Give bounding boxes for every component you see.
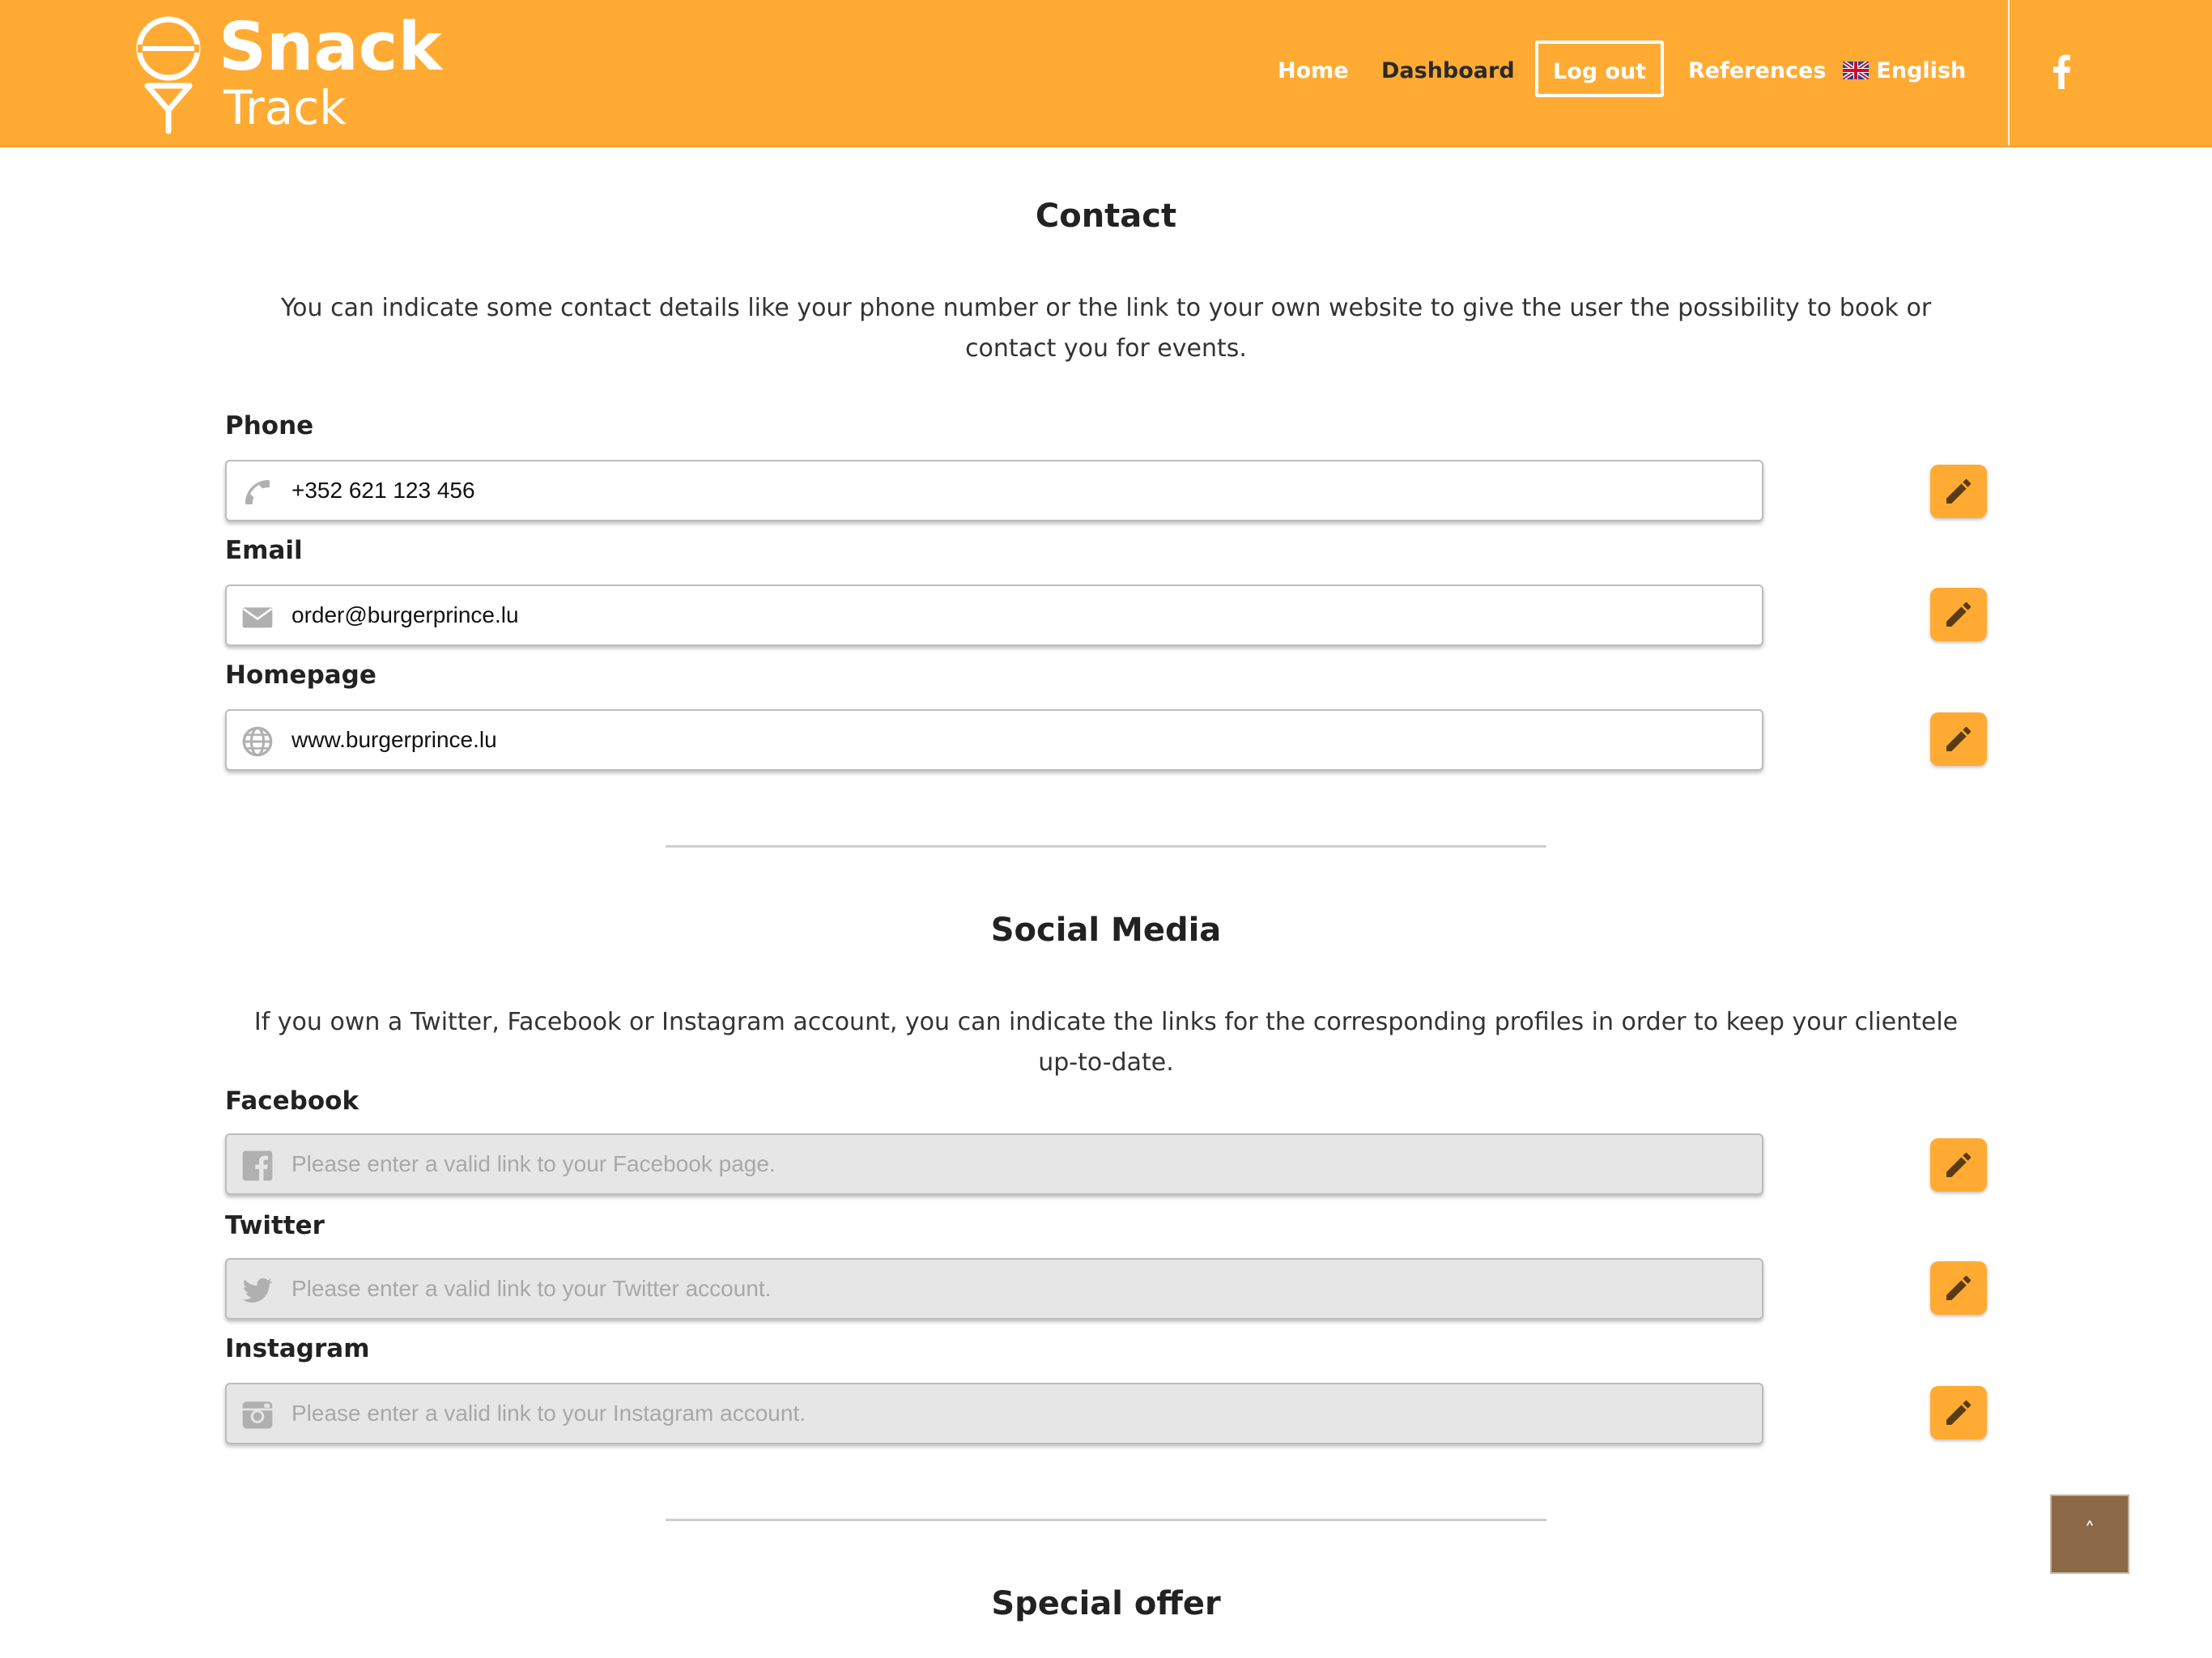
pencil-icon xyxy=(1942,1397,1975,1429)
social-media-description: If you own a Twitter, Facebook or Instagram account, you can indicate the links for the corresponding profiles in order to keep your clientele up-to-date. xyxy=(253,1008,1959,1077)
twitter-label: Twitter xyxy=(225,1211,325,1240)
edit-homepage-button[interactable] xyxy=(1930,712,1987,766)
nav-logout-button[interactable]: Log out xyxy=(1535,40,1664,97)
site-header xyxy=(0,0,2212,147)
email-label: Email xyxy=(225,536,303,565)
envelope-icon xyxy=(241,601,274,633)
edit-facebook-button[interactable] xyxy=(1930,1138,1987,1192)
email-field[interactable] xyxy=(225,585,1763,646)
scroll-to-top-button[interactable] xyxy=(2050,1494,2129,1574)
nav-divider xyxy=(2008,0,2010,146)
pencil-icon xyxy=(1942,598,1975,631)
edit-twitter-button[interactable] xyxy=(1930,1261,1987,1315)
social-media-title: Social Media xyxy=(990,912,1222,949)
uk-flag-icon xyxy=(1843,62,1869,79)
edit-phone-button[interactable] xyxy=(1930,465,1987,518)
homepage-input[interactable] xyxy=(291,711,1749,769)
nav-references[interactable]: References xyxy=(1688,58,1827,83)
pencil-icon xyxy=(1942,1149,1975,1181)
pencil-icon xyxy=(1942,475,1975,508)
nav-home[interactable]: Home xyxy=(1278,58,1349,83)
twitter-input[interactable] xyxy=(291,1260,1749,1318)
homepage-field[interactable] xyxy=(225,709,1763,771)
section-divider xyxy=(666,845,1546,848)
twitter-field[interactable] xyxy=(225,1258,1763,1320)
logo-text-snack: Snack xyxy=(219,9,442,86)
instagram-icon xyxy=(241,1399,274,1431)
instagram-input[interactable] xyxy=(291,1384,1749,1443)
phone-input[interactable] xyxy=(291,461,1749,520)
phone-label: Phone xyxy=(225,411,314,440)
facebook-input[interactable] xyxy=(291,1135,1749,1193)
contact-title: Contact xyxy=(1035,198,1177,235)
email-input[interactable] xyxy=(291,586,1749,644)
phone-field[interactable] xyxy=(225,460,1763,521)
facebook-label: Facebook xyxy=(225,1086,359,1116)
chevron-up-icon: ˄ xyxy=(2084,1519,2095,1543)
facebook-icon[interactable] xyxy=(2050,53,2073,89)
edit-instagram-button[interactable] xyxy=(1930,1386,1987,1439)
globe-icon xyxy=(241,725,274,758)
facebook-icon xyxy=(241,1150,274,1182)
pencil-icon xyxy=(1942,723,1975,755)
nav-dashboard[interactable]: Dashboard xyxy=(1381,58,1515,83)
edit-email-button[interactable] xyxy=(1930,588,1987,641)
phone-icon xyxy=(241,476,274,508)
twitter-icon xyxy=(241,1274,274,1307)
homepage-label: Homepage xyxy=(225,661,376,690)
logo-mark-icon xyxy=(136,13,209,134)
instagram-label: Instagram xyxy=(225,1334,370,1363)
facebook-field[interactable] xyxy=(225,1133,1763,1195)
language-label: English xyxy=(1876,58,1967,83)
special-offer-title: Special offer xyxy=(991,1585,1221,1622)
snack-track-logo[interactable] xyxy=(136,9,442,135)
nav-language-selector[interactable] xyxy=(1843,55,1966,87)
section-divider xyxy=(666,1519,1546,1521)
logo-text-track: Track xyxy=(223,80,347,135)
instagram-field[interactable] xyxy=(225,1383,1763,1444)
pencil-icon xyxy=(1942,1272,1975,1304)
contact-description: You can indicate some contact details like your phone number or the link to your own website to give the user the possibility to book or contact you for events. xyxy=(280,294,1932,363)
